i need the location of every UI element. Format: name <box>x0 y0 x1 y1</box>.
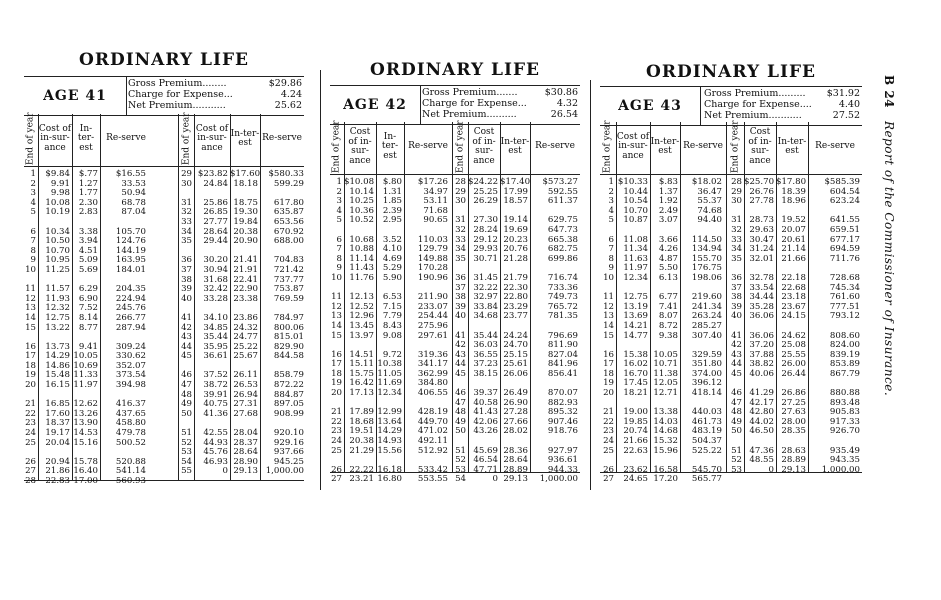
interest-column: $17.80 18.39 18.96 19.52 20.07 20.61 21.14 21.66 22.18 22.68 23.18 23.67 24.15 24.62 25.08 25.55 26.00 26.44 26.86 27.25 27.63 28.00 28.35 28.63 28.89 29.13 <box>776 177 807 475</box>
values-table <box>600 120 862 485</box>
age-label: AGE 41 <box>24 77 127 115</box>
page-number: B 24 <box>882 75 896 109</box>
rate-table-age-42 <box>330 60 580 485</box>
col-header-year: End of year <box>730 120 741 174</box>
col-header-cost: Cost of in-sur-ance <box>472 127 496 166</box>
year-column: 29 30 31 32 33 34 35 36 37 38 39 40 41 42 43 44 45 46 47 48 49 50 51 52 53 54 55 <box>181 169 192 477</box>
expense-charge-value: 4.40 <box>838 99 860 110</box>
gross-premium-label: Gross Premium......... <box>704 88 806 99</box>
col-header-year: End of year <box>331 120 342 174</box>
col-header-reserve: Re-serve <box>815 141 855 152</box>
reserve-column: $18.02 36.47 55.37 74.68 94.40 114.50 134.94 155.70 176.75 198.06 219.60 241.34 263.24 285.27 307.40 329.59 351.80 374.00 396.12 418.14 440.03 461.73 483.19 504.37 525.22 545.70 565.77 <box>691 177 722 485</box>
col-header-year: End of year <box>25 112 36 166</box>
col-header-interest: In-ter-est <box>500 136 530 156</box>
year-column: 28 29 30 31 32 33 34 35 36 37 38 39 40 41 42 43 44 45 46 47 48 49 50 51 52 53 54 <box>455 177 466 485</box>
gross-premium-value: $29.86 <box>268 78 302 89</box>
col-header-cost: Cost of in-sur-ance <box>38 123 72 153</box>
expense-charge-value: 4.32 <box>556 98 578 109</box>
interest-column: $.77 1.27 1.77 2.30 2.83 3.38 3.94 4.51 5.09 5.69 6.29 6.90 7.52 8.14 8.77 9.41 10.05 10.69 11.33 11.97 12.62 13.26 13.90 14.53 15.16 15.78 16.40 17.00 <box>73 169 98 486</box>
interest-column: $.83 1.37 1.92 2.49 3.07 3.66 4.26 4.87 5.50 6.13 6.77 7.41 8.07 8.72 9.38 10.05 10.71 11.38 12.05 12.71 13.38 14.03 14.68 15.32 15.96 16.58 17.20 <box>653 177 678 485</box>
col-header-year: End of year <box>602 120 613 174</box>
net-premium-value: 25.62 <box>274 100 302 111</box>
col-header-interest: In-ter-est <box>381 131 399 161</box>
rate-table-age-43 <box>600 62 862 485</box>
col-header-cost: Cost of in-sur-ance <box>348 127 372 166</box>
reserve-column: $16.55 33.53 50.94 68.78 87.04 105.70 124.76 144.19 163.95 184.01 204.35 224.94 245.76 266.77 287.94 309.24 330.62 352.07 373.54 394.98 416.37 437.65 458.80 479.78 500.52 520.88 541.14 560.93 <box>115 169 146 486</box>
cost-column: $10.33 10.44 10.54 10.70 10.87 11.08 11.34 11.63 11.97 12.34 12.75 13.19 13.69 14.21 14.77 15.38 16.02 16.70 17.45 18.21 19.00 19.85 20.74 21.66 22.63 23.62 24.65 <box>617 177 648 485</box>
year-column: 1 2 3 4 5 6 7 8 9 10 11 12 13 14 15 16 17 18 19 20 21 22 23 24 25 26 27 <box>603 177 614 485</box>
cost-column: $24.22 25.25 26.29 27.30 28.24 29.12 29.93 30.71 31.45 32.22 32.97 33.84 34.68 35.44 36.03 36.55 37.23 38.15 39.37 40.58 41.43 42.06 43.26 45.69 46.54 47.71 0 <box>468 177 499 485</box>
col-header-reserve: Re-serve <box>683 141 723 152</box>
running-head-text <box>882 75 896 396</box>
gross-premium-label: Gross Premium....... <box>422 87 518 98</box>
age-label: AGE 42 <box>330 86 421 124</box>
expense-charge-label: Charge for Expense... <box>422 98 527 109</box>
premium-header <box>24 76 304 116</box>
cost-column: $23.82 24.84 25.86 26.85 27.77 28.64 29.44 30.20 30.94 31.68 32.42 33.28 34.10 34.85 35.44 35.95 36.61 37.52 38.72 39.91 40.75 41.36 42.55 44.93 45.76 46.93 0 <box>197 169 228 477</box>
gross-premium-value: $30.86 <box>544 87 578 98</box>
year-column: 1 2 3 4 5 6 7 8 9 10 11 12 13 14 15 16 17 18 19 20 21 22 23 24 25 26 27 <box>331 177 342 485</box>
interest-column: $17.40 17.99 18.57 19.14 19.69 20.23 20.76 21.28 21.79 22.30 22.80 23.29 23.77 24.24 24.70 25.15 25.61 26.06 26.49 26.90 27.28 27.66 28.02 28.36 28.64 28.89 29.13 <box>500 177 531 485</box>
col-header-reserve: Re-serve <box>535 141 575 152</box>
premium-block <box>128 78 302 111</box>
values-table <box>24 112 304 486</box>
panel-title: ORDINARY LIFE <box>646 62 816 82</box>
net-premium-label: Net Premium.......... <box>422 109 517 120</box>
net-premium-value: 26.54 <box>550 109 578 120</box>
expense-charge-label: Charge for Expense... <box>128 89 233 100</box>
col-header-interest: In-ter-est <box>650 136 680 156</box>
cost-column: $9.84 9.91 9.98 10.08 10.19 10.34 10.50 10.70 10.95 11.25 11.57 11.93 12.32 12.75 13.22 13.73 14.29 14.86 15.48 16.15 16.85 17.60 18.37 19.17 20.04 20.94 21.86 22.83 <box>45 169 70 486</box>
interest-column: $.80 1.31 1.85 2.39 2.95 3.52 4.10 4.69 5.29 5.90 6.53 7.15 7.79 8.43 9.08 9.72 10.38 11.05 11.69 12.34 12.99 13.64 14.29 14.93 15.56 16.18 16.80 <box>377 177 402 485</box>
year-column: 1 2 3 4 5 6 7 8 9 10 11 12 13 14 15 16 17 18 19 20 21 22 23 24 25 26 27 28 <box>25 169 36 486</box>
col-header-interest: In-ter-est <box>230 128 260 148</box>
col-header-reserve: Re-serve <box>106 133 146 144</box>
col-header-reserve: Re-serve <box>408 141 448 152</box>
reserve-column: $573.27 592.55 611.37 629.75 647.73 665.38 682.75 699.86 716.74 733.36 749.73 765.72 781.35 796.69 811.90 827.04 841.96 856.41 870.07 882.93 895.32 907.46 918.76 927.97 936.61 944.33 1,000.00 <box>539 177 578 485</box>
col-header-interest: In-ter-est <box>77 123 95 153</box>
report-title: Report of the Commissioner of Insurance. <box>882 120 896 397</box>
col-header-cost: Cost of in-sur-ance <box>748 127 772 166</box>
col-header-interest: In-ter-est <box>777 136 807 156</box>
expense-charge-label: Charge for Expense.... <box>704 99 812 110</box>
gross-premium-label: Gross Premium........ <box>128 78 227 89</box>
cost-column: $10.08 10.14 10.25 10.36 10.52 10.68 10.88 11.14 11.43 11.76 12.13 12.52 12.96 13.45 13.97 14.51 15.11 15.75 16.42 17.13 17.89 18.68 19.51 20.38 21.29 22.22 23.21 <box>344 177 375 485</box>
reserve-column: $580.33 599.29 617.80 635.87 653.56 670.92 688.00 704.83 721.42 737.77 753.87 769.59 784.97 800.06 815.01 829.90 844.58 858.79 872.22 884.87 897.05 908.99 920.10 929.16 937.66 945.25 1,000.00 <box>265 169 304 477</box>
col-header-reserve: Re-serve <box>262 133 302 144</box>
expense-charge-value: 4.24 <box>280 89 302 100</box>
col-header-cost: Cost of in-sur-ance <box>616 131 650 161</box>
year-column: 28 29 30 31 32 33 34 35 36 37 38 39 40 41 42 43 44 45 46 47 48 49 50 51 52 53 <box>731 177 742 475</box>
panel-title: ORDINARY LIFE <box>370 60 540 80</box>
page-gutter-line <box>590 80 591 490</box>
premium-block <box>422 87 578 120</box>
col-header-year: End of year <box>181 112 192 166</box>
rate-table-age-41 <box>24 50 304 486</box>
col-header-cost: Cost of in-sur-ance <box>195 123 229 153</box>
premium-header <box>330 85 580 125</box>
net-premium-value: 27.52 <box>832 110 860 121</box>
reserve-column: $17.26 34.97 53.11 71.68 90.65 110.03 129.79 149.88 170.28 190.96 211.90 233.07 254.44 275.96 297.61 319.36 341.17 362.99 384.80 406.55 428.19 449.70 471.02 492.11 512.92 533.42 553.55 <box>417 177 448 485</box>
net-premium-label: Net Premium........... <box>704 110 802 121</box>
premium-block <box>704 88 860 121</box>
net-premium-label: Net Premium........... <box>128 100 226 111</box>
age-label: AGE 43 <box>600 87 701 125</box>
running-head <box>878 75 900 545</box>
values-table <box>330 120 580 485</box>
reserve-column: $585.39 604.54 623.24 641.55 659.51 677.17 694.59 711.76 728.68 745.34 761.60 777.51 793.12 808.60 824.00 839.19 853.89 867.79 880.88 893.48 905.83 917.33 926.70 935.49 943.35 1,000.00 <box>821 177 860 475</box>
cost-column: $25.70 26.76 27.78 28.73 29.63 30.47 31.24 32.01 32.78 33.54 34.44 35.28 36.06 36.06 37.20 37.88 38.82 40.06 41.29 42.17 42.80 44.02 46.50 47.36 48.55 0 <box>744 177 775 475</box>
col-header-year: End of year <box>455 120 466 174</box>
panel-title: ORDINARY LIFE <box>79 50 249 70</box>
gross-premium-value: $31.92 <box>826 88 860 99</box>
interest-column: $17.60 18.18 18.75 19.30 19.84 20.38 20.90 21.41 21.91 22.41 22.90 23.38 23.86 24.32 24.77 25.22 25.67 26.11 26.53 26.94 27.31 27.68 28.04 28.37 28.64 28.90 29.13 <box>230 169 261 477</box>
page-gutter-line <box>320 70 321 490</box>
